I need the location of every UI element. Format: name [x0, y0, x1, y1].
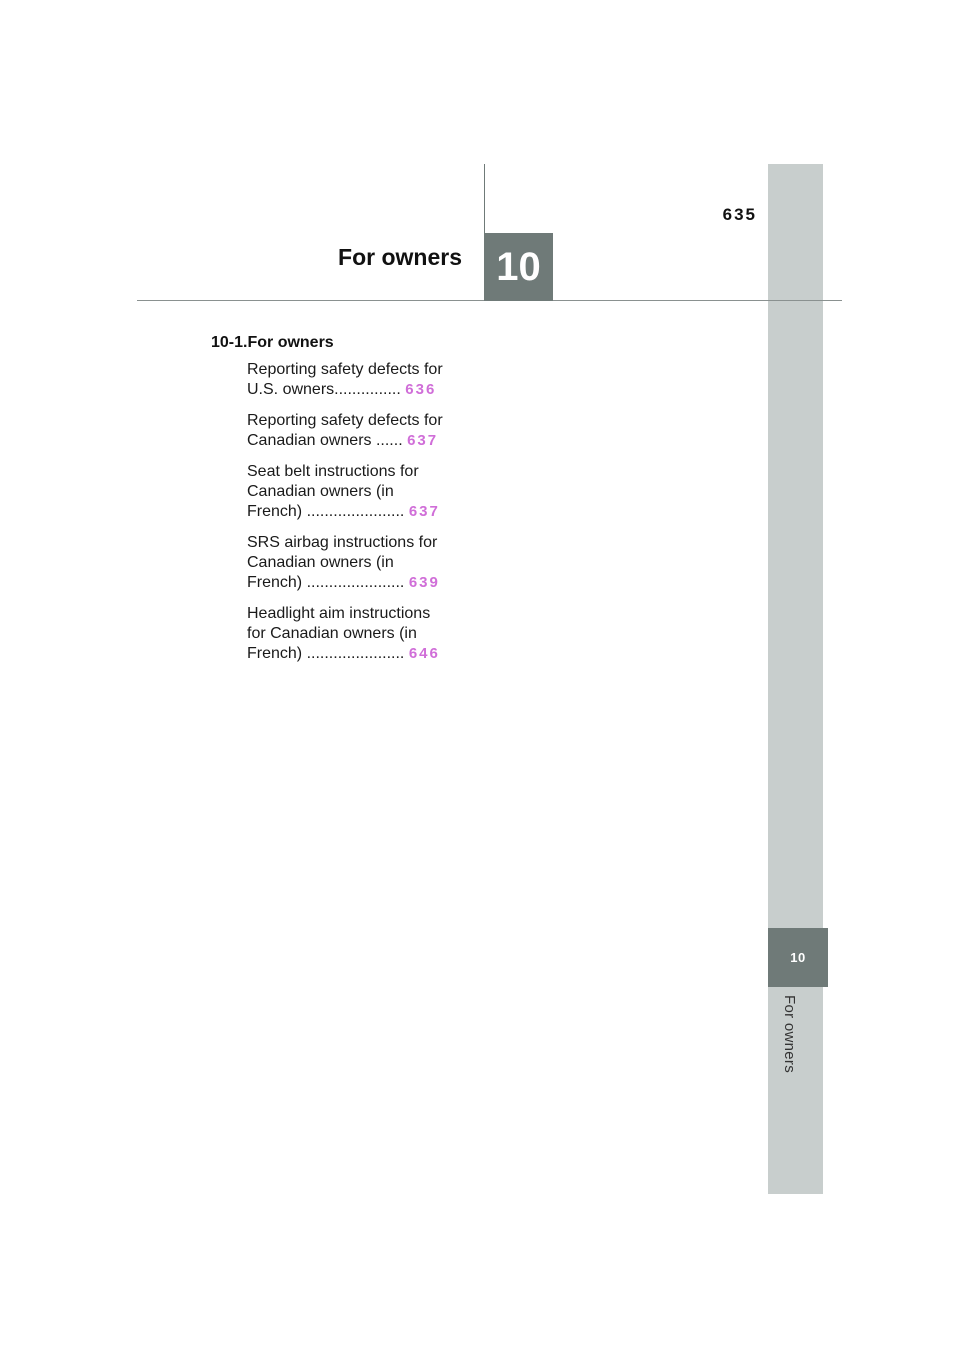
chapter-number: 10: [496, 244, 541, 289]
toc-page-link[interactable]: 646: [408, 645, 440, 662]
toc-entry-line: French) ...................... 637: [247, 503, 440, 520]
toc-entry-line: Canadian owners (in: [247, 483, 394, 500]
header-divider-vertical: [484, 164, 485, 234]
toc-entry-line: U.S. owners............... 636: [247, 381, 437, 398]
side-chapter-tab[interactable]: [768, 928, 828, 987]
toc-entry-line: Headlight aim instructions: [247, 605, 431, 622]
toc-entry[interactable]: [247, 604, 468, 664]
toc-page-link[interactable]: 636: [405, 381, 437, 398]
side-chapter-label: For owners: [781, 995, 798, 1074]
page-number: 635: [722, 205, 757, 224]
toc-page-link[interactable]: 637: [408, 503, 440, 520]
toc-page-link[interactable]: 639: [408, 574, 440, 591]
toc-entry-line: Reporting safety defects for: [247, 361, 443, 378]
toc-entry-line: Reporting safety defects for: [247, 412, 443, 429]
toc-entry-line: Canadian owners ...... 637: [247, 432, 439, 449]
toc-entry[interactable]: [247, 462, 468, 522]
toc-entry-line: SRS airbag instructions for: [247, 534, 438, 551]
toc-entry-line: for Canadian owners (in: [247, 625, 417, 642]
toc-entry-line: French) ...................... 646: [247, 645, 440, 662]
chapter-number-box: [484, 233, 553, 301]
table-of-contents: [211, 334, 511, 675]
toc-entry[interactable]: [247, 411, 468, 451]
toc-page-link[interactable]: 637: [407, 432, 439, 449]
toc-section-heading: 10-1.For owners: [211, 334, 334, 351]
chapter-title: For owners: [338, 244, 462, 270]
side-chapter-number: 10: [790, 950, 806, 965]
toc-entry-line: Canadian owners (in: [247, 554, 394, 571]
toc-entry[interactable]: [247, 533, 468, 593]
toc-entry[interactable]: [247, 360, 468, 400]
toc-entry-line: Seat belt instructions for: [247, 463, 419, 480]
toc-entry-line: French) ...................... 639: [247, 574, 440, 591]
